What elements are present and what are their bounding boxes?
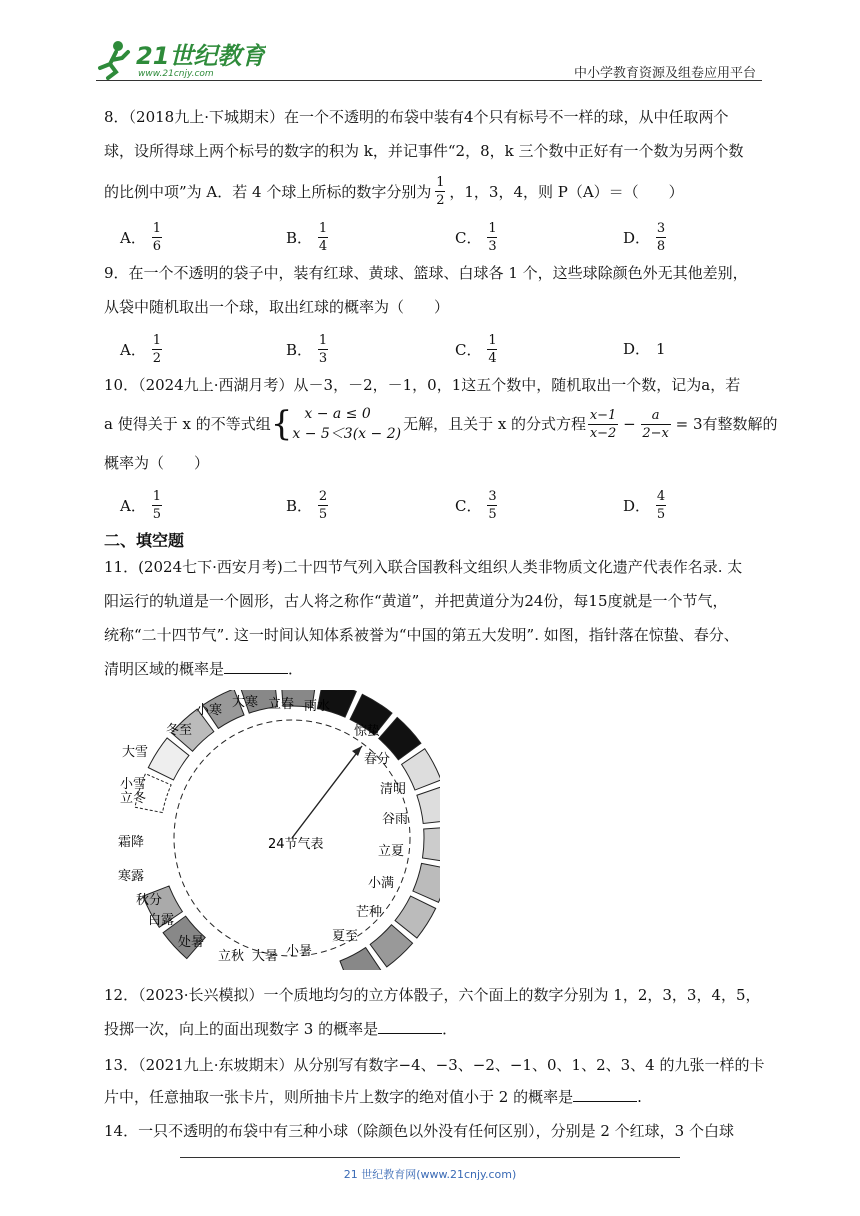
q10-line2a: a 使得关于 x 的不等式组 [104, 415, 271, 433]
solar-term-label: 霜降 [118, 835, 145, 850]
q9-option-a[interactable]: A． $\frac{1}{2}$ [120, 333, 161, 366]
q12-line1: 12．（2023·长兴模拟）一个质地均匀的立方体骰子，六个面上的数字分别为 1，2，3，3，4，5， [104, 986, 761, 1004]
q8-fraction [435, 176, 445, 207]
solar-term-label: 大寒 [232, 695, 259, 710]
q10-line2 [104, 402, 778, 446]
q8-option-a[interactable]: A． $\frac{1}{6}$ [120, 221, 161, 254]
q10-option-a[interactable]: A． $\frac{1}{5}$ [120, 489, 161, 522]
wheel-sector-9 [395, 896, 436, 938]
q10-option-b[interactable]: B． $\frac{2}{5}$ [286, 489, 328, 522]
q10-line2c: 有整数解的 [702, 415, 778, 433]
wheel-sector-6 [417, 786, 440, 823]
solar-terms-wheel [100, 690, 440, 970]
platform-name: 中小学教育资源及组卷应用平台 [573, 66, 756, 81]
q9-option-d[interactable]: D． 1 [623, 339, 666, 358]
logo-text: 21世纪教育 [136, 42, 266, 70]
q9-line1: 9．在一个不透明的袋子中，装有红球、黄球、篮球、白球各 1 个，这些球除颜色外无其他差别， [104, 264, 748, 282]
q13-line2: 片中，任意抽取一张卡片，则所抽卡片上数字的绝对值小于 2 的概率是 . [104, 1088, 642, 1106]
section-fill-in-blank: 二、填空题 [104, 531, 185, 550]
q10-line1: 10．（2024九上·西湖月考）从－3，－2，－1，0，1这五个数中，随机取出一个数，记为a，若 [104, 376, 741, 394]
solar-term-label: 立冬 [120, 791, 147, 806]
solar-term-label: 冬至 [166, 723, 193, 738]
footer-text: 21 世纪教育网(www.21cnjy.com) [343, 1168, 517, 1181]
q9-line2: 从袋中随机取出一个球，取出红球的概率为（ ） [104, 298, 450, 316]
wheel-sector-8 [413, 863, 440, 902]
inequality-2: x − 5＜3(x − 2) [292, 426, 402, 442]
wheel-sector-5 [402, 749, 440, 790]
footer-divider [180, 1157, 680, 1158]
q12-line2: 投掷一次，向上的面出现数字 3 的概率是 ． [104, 1020, 458, 1038]
solar-term-label: 立秋 [218, 949, 245, 964]
solar-term-label: 小寒 [196, 703, 223, 718]
wheel-center-label: 24节气表 [268, 837, 324, 852]
q8-line3b: ，1，3，4，则 P（A）＝（ ） [449, 182, 684, 201]
solar-term-label: 芒种 [356, 905, 383, 920]
solar-term-label: 谷雨 [382, 812, 409, 827]
solar-term-label: 惊蛰 [354, 724, 381, 739]
q9-option-c[interactable]: C． $\frac{1}{4}$ [455, 333, 497, 366]
solar-term-label: 白露 [148, 913, 175, 928]
answer-blank[interactable] [378, 1019, 442, 1034]
q11-line4: 清明区域的概率是 ． [104, 660, 304, 678]
solar-term-label: 春分 [364, 752, 391, 767]
wheel-sector-10 [370, 925, 412, 967]
q8-line2: 球，设所得球上两个标号的数字的积为 k，并记事件“2，8，k 三个数中正好有一个数为另两个数 [104, 142, 744, 160]
solar-term-label: 寒露 [118, 869, 145, 884]
eq-fraction-2: $\frac{a}{2-x}$ [642, 407, 669, 441]
solar-term-label: 大暑 [252, 949, 279, 964]
q8-option-c[interactable]: C． $\frac{1}{3}$ [455, 221, 497, 254]
q8-line1: 8．（2018九上·下城期末）在一个不透明的布袋中装有4个只有标号不一样的球，从中任取两个 [104, 108, 729, 126]
solar-term-label: 立春 [268, 697, 295, 712]
q10-option-c[interactable]: C． $\frac{3}{5}$ [455, 489, 497, 522]
site-logo [96, 38, 266, 80]
solar-term-label: 立夏 [378, 844, 405, 859]
eq-fraction-1: $\frac{x-1}{x-2}$ [589, 407, 617, 441]
q10-line2b: 无解，且关于 x 的分式方程 [403, 415, 587, 433]
header-divider [96, 80, 762, 81]
q11-line1: 11．(2024七下·西安月考)二十四节气列入联合国教科文组织人类非物质文化遗产代表作名录. 太 [104, 558, 743, 576]
solar-term-label: 大雪 [122, 745, 149, 760]
solar-term-label: 小雪 [120, 777, 147, 792]
q8-line3 [104, 176, 684, 207]
q10-line3: 概率为（ ） [104, 454, 210, 472]
eq-rhs: = 3 [675, 415, 703, 433]
q9-option-b[interactable]: B． $\frac{1}{3}$ [286, 333, 328, 366]
q11-line3: 统称“二十四节气”. 这一时间认知体系被誉为“中国的第五大发明”. 如图，指针落在惊蛰、春分、 [104, 626, 739, 644]
q10-option-d[interactable]: D． $\frac{4}{5}$ [623, 489, 666, 522]
pointer-arrowhead [352, 746, 362, 756]
runner-icon [100, 41, 128, 78]
q14-line1: 14．一只不透明的布袋中有三种小球（除颜色以外没有任何区别），分别是 2 个红球，3 个白球 [104, 1122, 734, 1140]
q11-line2: 阳运行的轨道是一个圆形，古人将之称作“黄道”，并把黄道分为24份，每15度就是一个节气， [104, 592, 728, 610]
solar-term-label: 秋分 [136, 893, 163, 908]
solar-term-label: 清明 [380, 782, 407, 797]
system-brace: { [270, 404, 293, 444]
frac-num: 1 [436, 175, 445, 190]
pointer [292, 746, 362, 838]
answer-blank[interactable] [224, 659, 288, 674]
inequality-system [292, 404, 401, 444]
q8-line3a: 的比例中项”为 A．若 4 个球上所标的数字分别为 [104, 182, 432, 201]
solar-term-label: 小满 [368, 876, 395, 891]
solar-term-label: 小暑 [286, 944, 313, 959]
answer-blank[interactable] [573, 1087, 637, 1102]
solar-term-label: 雨水 [304, 699, 331, 714]
frac-den: 2 [436, 193, 445, 208]
eq-minus: − [623, 415, 636, 433]
q13-line1: 13．（2021九上·东坡期末）从分别写有数字−4、−3、−2、−1、0、1、2、3、4 的九张一样的卡 [104, 1056, 765, 1074]
wheel-sector-21 [148, 738, 189, 780]
wheel-sector-7 [422, 827, 440, 862]
logo-url: www.21cnjy.com [138, 69, 214, 79]
q8-option-d[interactable]: D． $\frac{3}{8}$ [623, 221, 666, 254]
inequality-1: x − a ≤ 0 [304, 406, 371, 422]
q8-option-b[interactable]: B． $\frac{1}{4}$ [286, 221, 328, 254]
solar-term-label: 夏至 [332, 929, 359, 944]
solar-term-label: 处暑 [178, 935, 205, 950]
